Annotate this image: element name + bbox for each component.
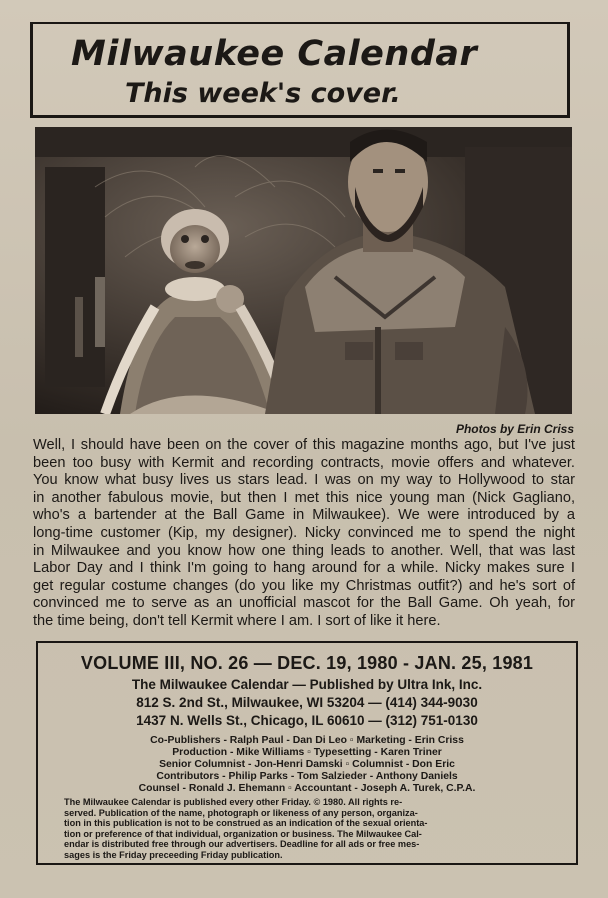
fine-print-line: tion in this publication is not to be construed as an indication of the sexual orienta- <box>64 818 428 828</box>
masthead-title: Milwaukee Calendar <box>71 34 478 74</box>
masthead-subtitle: This week's cover. <box>125 78 401 109</box>
masthead-box <box>30 22 570 118</box>
article-line: convinced me to serve as an unofficial mascot for the Ball Game. Oh yeah, for <box>33 595 575 612</box>
publisher-line: The Milwaukee Calendar — Published by Ultra Ink, Inc. <box>131 677 483 692</box>
article-line: in another fabulous movie, but then I met this nice young man (Nick Gagliano, <box>33 489 575 506</box>
staff-line: Production - Mike Williams ▫ Typesetting - Karen Triner <box>172 747 442 758</box>
fine-print-line: endar is distributed free through our advertisers. Deadline for all ads or free mes- <box>64 839 420 849</box>
staff-line: Co-Publishers - Ralph Paul - Dan Di Leo ▫ Marketing - Erin Criss <box>150 735 464 746</box>
legal-fine-print <box>64 797 554 860</box>
article-line: long-time customer (Kip, my designer). Nicky convinced me to spend the night <box>33 524 575 541</box>
cover-photo-image <box>35 127 572 414</box>
staff-line: Contributors - Philip Parks - Tom Salzieder - Anthony Daniels <box>156 771 458 782</box>
fine-print-line: The Milwaukee Calendar is published every other Friday. © 1980. All rights re- <box>64 797 403 807</box>
volume-line: VOLUME III, NO. 26 — DEC. 19, 1980 - JAN. 25, 1981 <box>80 653 534 673</box>
article-line: the time being, don't tell Kermit where I am. I sort of like it here. <box>33 612 441 629</box>
staff-line: Senior Columnist - Jon-Henri Damski ▫ Columnist - Don Eric <box>159 759 455 770</box>
fine-print-line: tion or preference of that individual, organization or business. The Milwaukee Cal- <box>64 828 422 839</box>
fine-print-line: served. Publication of the name, photograph or likeness of any person, organiza- <box>64 807 418 818</box>
article-line: You know what busy lives us stars lead. I was on my way to Hollywood to star <box>33 472 575 489</box>
chicago-address: 1437 N. Wells St., Chicago, IL 60610 — (312) 751-0130 <box>136 713 478 728</box>
photo-credit: Photos by Erin Criss <box>455 422 574 436</box>
milwaukee-address: 812 S. 2nd St., Milwaukee, WI 53204 — (414) 344-9030 <box>136 695 478 710</box>
article-line: in Milwaukee and you know how one thing leads to another. Well, that was last <box>33 542 575 559</box>
article-line: who's a bartender at the Ball Game in Milwaukee). We were introduced by a <box>33 507 575 524</box>
staff-line: Counsel - Ronald J. Ehemann ▫ Accountant - Joseph A. Turek, C.P.A. <box>138 783 476 794</box>
article-line: been too busy with Kermit and recording contracts, movie offers and whatever. <box>33 454 575 471</box>
publication-info-box <box>36 641 578 865</box>
article-line: Well, I should have been on the cover of this magazine months ago, but I've just <box>33 437 575 453</box>
fine-print-line: sages is the Friday preceeding Friday publication. <box>64 849 283 860</box>
cover-photo <box>35 127 572 414</box>
article-line: get regular costume changes (do you like my Christmas outfit?) and he's sort of <box>33 577 575 594</box>
article-body <box>33 437 575 631</box>
article-line: Labor Day and I think I'm going to hang around for a while. Nicky makes sure I <box>33 560 575 577</box>
